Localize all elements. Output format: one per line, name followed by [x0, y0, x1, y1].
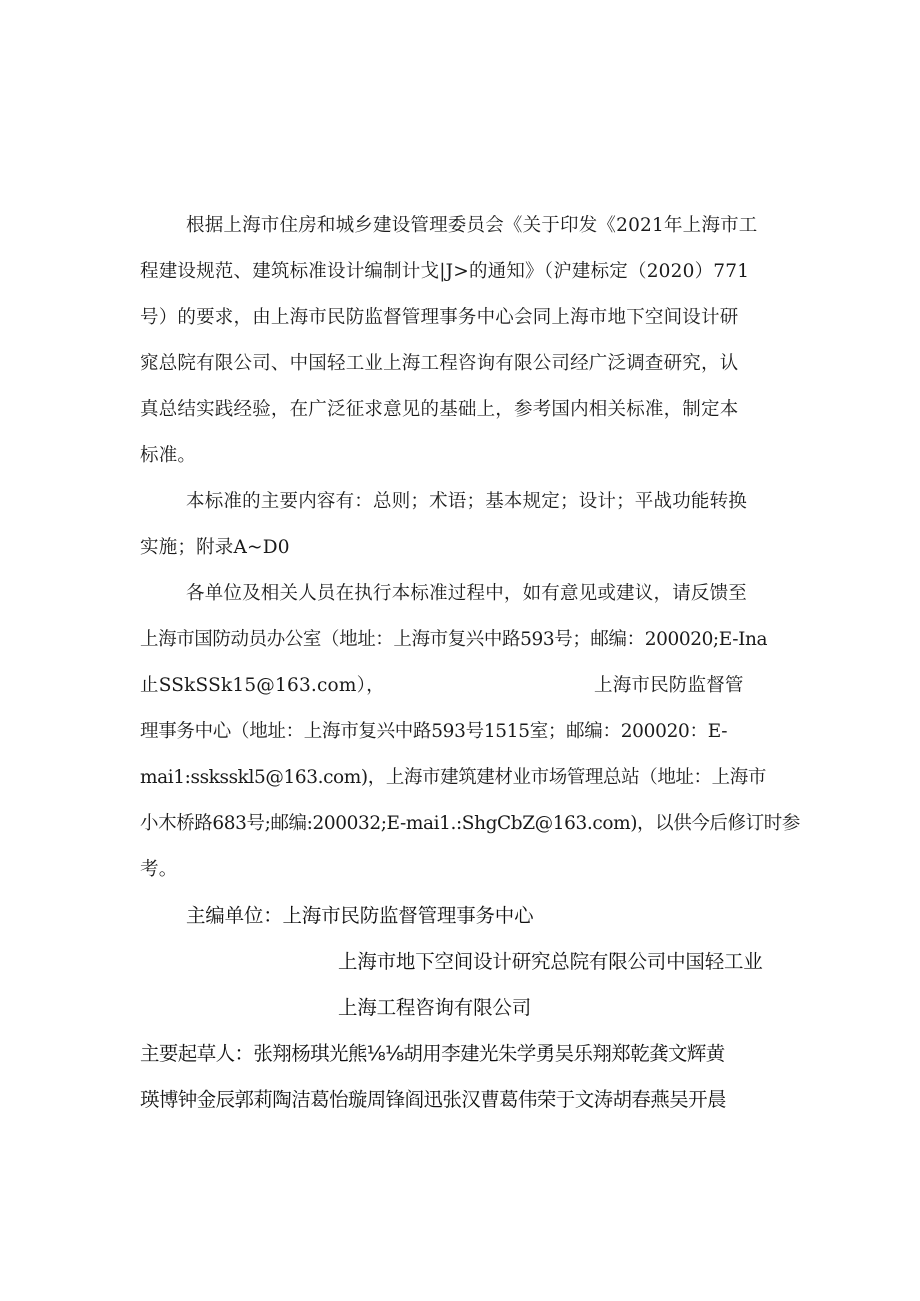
para3-line-2: 上海市国防动员办公室（地址：上海市复兴中路593号；邮编：200020;E-Ina	[140, 629, 768, 650]
drafters-line-1: 主要起草人：张翔杨琪光熊⅛⅛胡用李建光朱学勇吴乐翔郑乾龚文辉黄	[140, 1042, 725, 1065]
editor-unit-line-3: 上海工程咨询有限公司	[338, 996, 532, 1019]
para2-line-1: 本标准的主要内容有：总则；术语；基本规定；设计；平战功能转换	[186, 491, 748, 512]
para3-line-6: 小木桥路683号;邮编:200032;E-mai1.:ShgCbZ@163.com)，以供今后修订时参	[140, 813, 800, 834]
para1-line-5: 真总结实践经验，在广泛征求意见的基础上，参考国内相关标准，制定本	[140, 399, 739, 420]
para2-line-2: 实施；附录A~D0	[140, 537, 290, 558]
para3-line-3b: 上海市民防监督管	[594, 675, 744, 696]
para1-line-3: 号）的要求，由上海市民防监督管理事务中心会同上海市地下空间设计研	[140, 307, 739, 328]
para3-line-3: 止SSkSSk15@163.com），	[140, 675, 385, 696]
para3-line-1: 各单位及相关人员在执行本标准过程中，如有意见或建议，请反馈至	[186, 583, 748, 604]
para1-line-2: 程建设规范、建筑标准设计编制计戈|J>的通知》（沪建标定（2020）771	[140, 261, 750, 282]
para3-line-7: 考。	[140, 859, 178, 880]
drafters-line-2: 瑛博钟金辰郭莉陶洁葛怡璇周锋阎迅张汉曹葛伟荣于文涛胡春燕吴开晨	[140, 1088, 726, 1111]
editor-unit-line-2: 上海市地下空间设计研究总院有限公司中国轻工业	[338, 950, 763, 973]
para1-line-4: 窕总院有限公司、中国轻工业上海工程咨询有限公司经广泛调查研究，认	[140, 353, 739, 374]
para3-line-4: 理事务中心（地址：上海市复兴中路593号1515室；邮编：200020：E-	[140, 721, 728, 742]
chief-editor-unit: 主编单位：上海市民防监督管理事务中心	[186, 904, 534, 927]
para1-line-6: 标准。	[140, 445, 197, 466]
para1-line-1: 根据上海市住房和城乡建设管理委员会《关于印发《2021年上海市工	[186, 215, 758, 236]
para3-line-5: mai1:ssksskl5@163.com)，上海市建筑建材业市场管理总站（地址：上海市	[140, 767, 766, 788]
